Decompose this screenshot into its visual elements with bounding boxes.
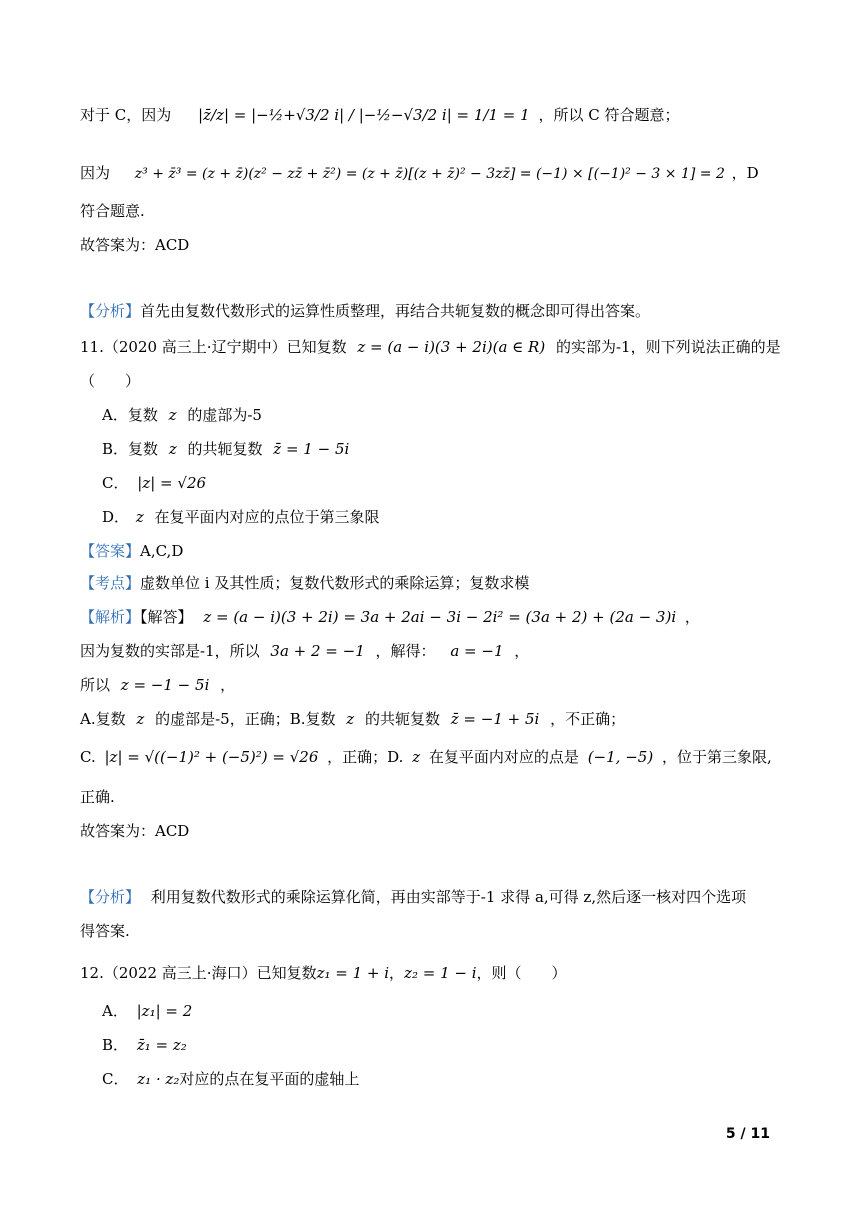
solution-11-line5 xyxy=(80,746,772,768)
text-segment: 在复平面内对应的点位于第三象限 xyxy=(154,508,380,526)
math-var: z xyxy=(168,440,177,458)
knowledge-tag: 【考点】 xyxy=(80,574,141,592)
text-segment: ，解得： xyxy=(375,642,436,660)
analysis-10 xyxy=(80,300,650,322)
formula-z2: z₂ = 1 − i xyxy=(404,964,477,982)
formula-option: z̄₁ = z₂ xyxy=(136,1036,187,1054)
formula-point: (−1, −5) xyxy=(587,748,654,766)
formula-expand: z = (a − i)(3 + 2i) = 3a + 2ai − 3i − 2i² = (3a + 2) + (2a − 3)i xyxy=(203,608,677,626)
knowledge-text: 虚数单位 i 及其性质；复数代数形式的乘除运算；复数求模 xyxy=(140,574,530,592)
option-12-a xyxy=(102,1000,192,1022)
text-segment: 的共轭复数 xyxy=(364,710,440,728)
text-segment: A．复数 xyxy=(102,406,158,424)
knowledge-points-11 xyxy=(80,572,529,594)
text-segment: 对应的点在复平面的虚轴上 xyxy=(179,1070,360,1088)
text-segment: 12.（2022 高三上·海口）已知复数 xyxy=(80,964,317,982)
text-segment: C. xyxy=(80,748,96,766)
analysis-11 xyxy=(80,886,746,908)
text-segment: D． xyxy=(102,508,130,526)
page-number: 5 / 11 xyxy=(725,1126,770,1142)
formula-cube-sum: z³ + z̄³ = (z + z̄)(z² − zz̄ + z̄²) = (z + z̄)[(z + z̄)² − 3zz̄] = (−1) × [(−1)² − 3 × 1] = 2 xyxy=(134,166,725,182)
text-segment: 的虚部为-5 xyxy=(187,406,262,424)
option-11-b xyxy=(102,438,349,460)
analysis-text: 利用复数代数形式的乘除运算化简，再由实部等于-1 求得 a,可得 z,然后逐一核对四个选项 xyxy=(150,888,747,906)
solution-tag: 【解析】 xyxy=(80,608,141,626)
text-segment: A． xyxy=(102,1002,128,1020)
text-segment: ，所以 C 符合题意； xyxy=(538,106,680,124)
formula-product: z₁ · z₂ xyxy=(137,1070,180,1088)
solution-subtag: 【解答】 xyxy=(140,608,193,626)
solution-11-line3 xyxy=(80,674,235,696)
text-segment: 的共轭复数 xyxy=(187,440,263,458)
text-segment: ， xyxy=(220,676,236,694)
text-segment: 所以 xyxy=(80,676,111,694)
answer-summary-10: 故答案为：ACD xyxy=(80,236,190,254)
option-12-b xyxy=(102,1034,187,1056)
text-segment: C． xyxy=(102,474,129,492)
question-11-stem xyxy=(80,336,781,358)
solution-11-line1 xyxy=(80,606,700,628)
math-var: z xyxy=(346,710,355,728)
text-segment: 的虚部是-5，正确；B.复数 xyxy=(155,710,336,728)
text-segment: B． xyxy=(102,1036,129,1054)
answer-text: A,C,D xyxy=(140,542,184,560)
question-11-paren: （ ） xyxy=(80,372,141,390)
text-segment: 的实部为-1，则下列说法正确的是 xyxy=(555,338,781,356)
math-var: z xyxy=(136,710,145,728)
formula-modulus: |z| = √26 xyxy=(137,474,207,492)
option-11-c xyxy=(102,472,206,494)
line-d-check xyxy=(80,162,759,185)
line-d-conclusion: 符合题意. xyxy=(80,202,145,220)
answer-tag: 【答案】 xyxy=(80,542,141,560)
analysis-11-cont: 得答案. xyxy=(80,922,130,940)
option-11-a xyxy=(102,404,262,426)
solution-11-line4 xyxy=(80,708,625,730)
analysis-tag: 【分析】 xyxy=(80,302,141,320)
answer-11 xyxy=(80,540,183,562)
text-segment: A.复数 xyxy=(80,710,126,728)
formula-conjugate: z̄ = 1 − 5i xyxy=(273,440,350,458)
analysis-text: 首先由复数代数形式的运算性质整理，再结合共轭复数的概念即可得出答案。 xyxy=(140,302,651,320)
option-11-d xyxy=(102,506,380,528)
solution-11-line6: 正确. xyxy=(80,788,115,806)
text-segment: ，位于第三象限, xyxy=(661,748,772,766)
formula-modulus-ratio: |z̄/z| = |−½+√3/2 i| / |−½−√3/2 i| = 1/1 = 1 xyxy=(198,106,530,124)
text-segment: 11.（2020 高三上·辽宁期中）已知复数 xyxy=(80,338,347,356)
formula-option: |z₁| = 2 xyxy=(136,1002,193,1020)
text-segment: ，D xyxy=(731,164,759,182)
formula-real-part: 3a + 2 = −1 xyxy=(270,642,365,660)
answer-summary-11: 故答案为：ACD xyxy=(80,822,190,840)
formula-z-definition: z = (a − i)(3 + 2i)(a ∈ R) xyxy=(357,338,546,356)
formula-conjugate-value: z̄ = −1 + 5i xyxy=(450,710,540,728)
text-segment: ，正确；D. xyxy=(327,748,404,766)
math-var: z xyxy=(412,748,421,766)
line-c-check xyxy=(80,104,679,126)
solution-11-line2 xyxy=(80,640,529,662)
text-segment: 在复平面内对应的点是 xyxy=(428,748,579,766)
math-var: z xyxy=(135,508,144,526)
math-var: z xyxy=(168,406,177,424)
formula-z-value: z = −1 − 5i xyxy=(120,676,210,694)
formula-modulus-calc: |z| = √((−1)² + (−5)²) = √26 xyxy=(104,748,319,766)
text-segment: ，则（ ） xyxy=(476,964,567,982)
text-segment: B．复数 xyxy=(102,440,159,458)
text-segment: ， xyxy=(389,964,405,982)
text-segment: ，不正确； xyxy=(550,710,626,728)
text-segment: ， xyxy=(514,642,530,660)
formula-z1: z₁ = 1 + i xyxy=(316,964,390,982)
text-segment: C． xyxy=(102,1070,129,1088)
formula-a-value: a = −1 xyxy=(450,642,504,660)
analysis-tag: 【分析】 xyxy=(80,888,141,906)
text-segment: 因为复数的实部是-1，所以 xyxy=(80,642,260,660)
text-segment: 对于 C，因为 xyxy=(80,106,172,124)
text-segment: 因为 xyxy=(80,164,111,182)
option-12-c xyxy=(102,1068,359,1090)
question-12-stem xyxy=(80,962,567,984)
text-segment: ， xyxy=(684,608,700,626)
